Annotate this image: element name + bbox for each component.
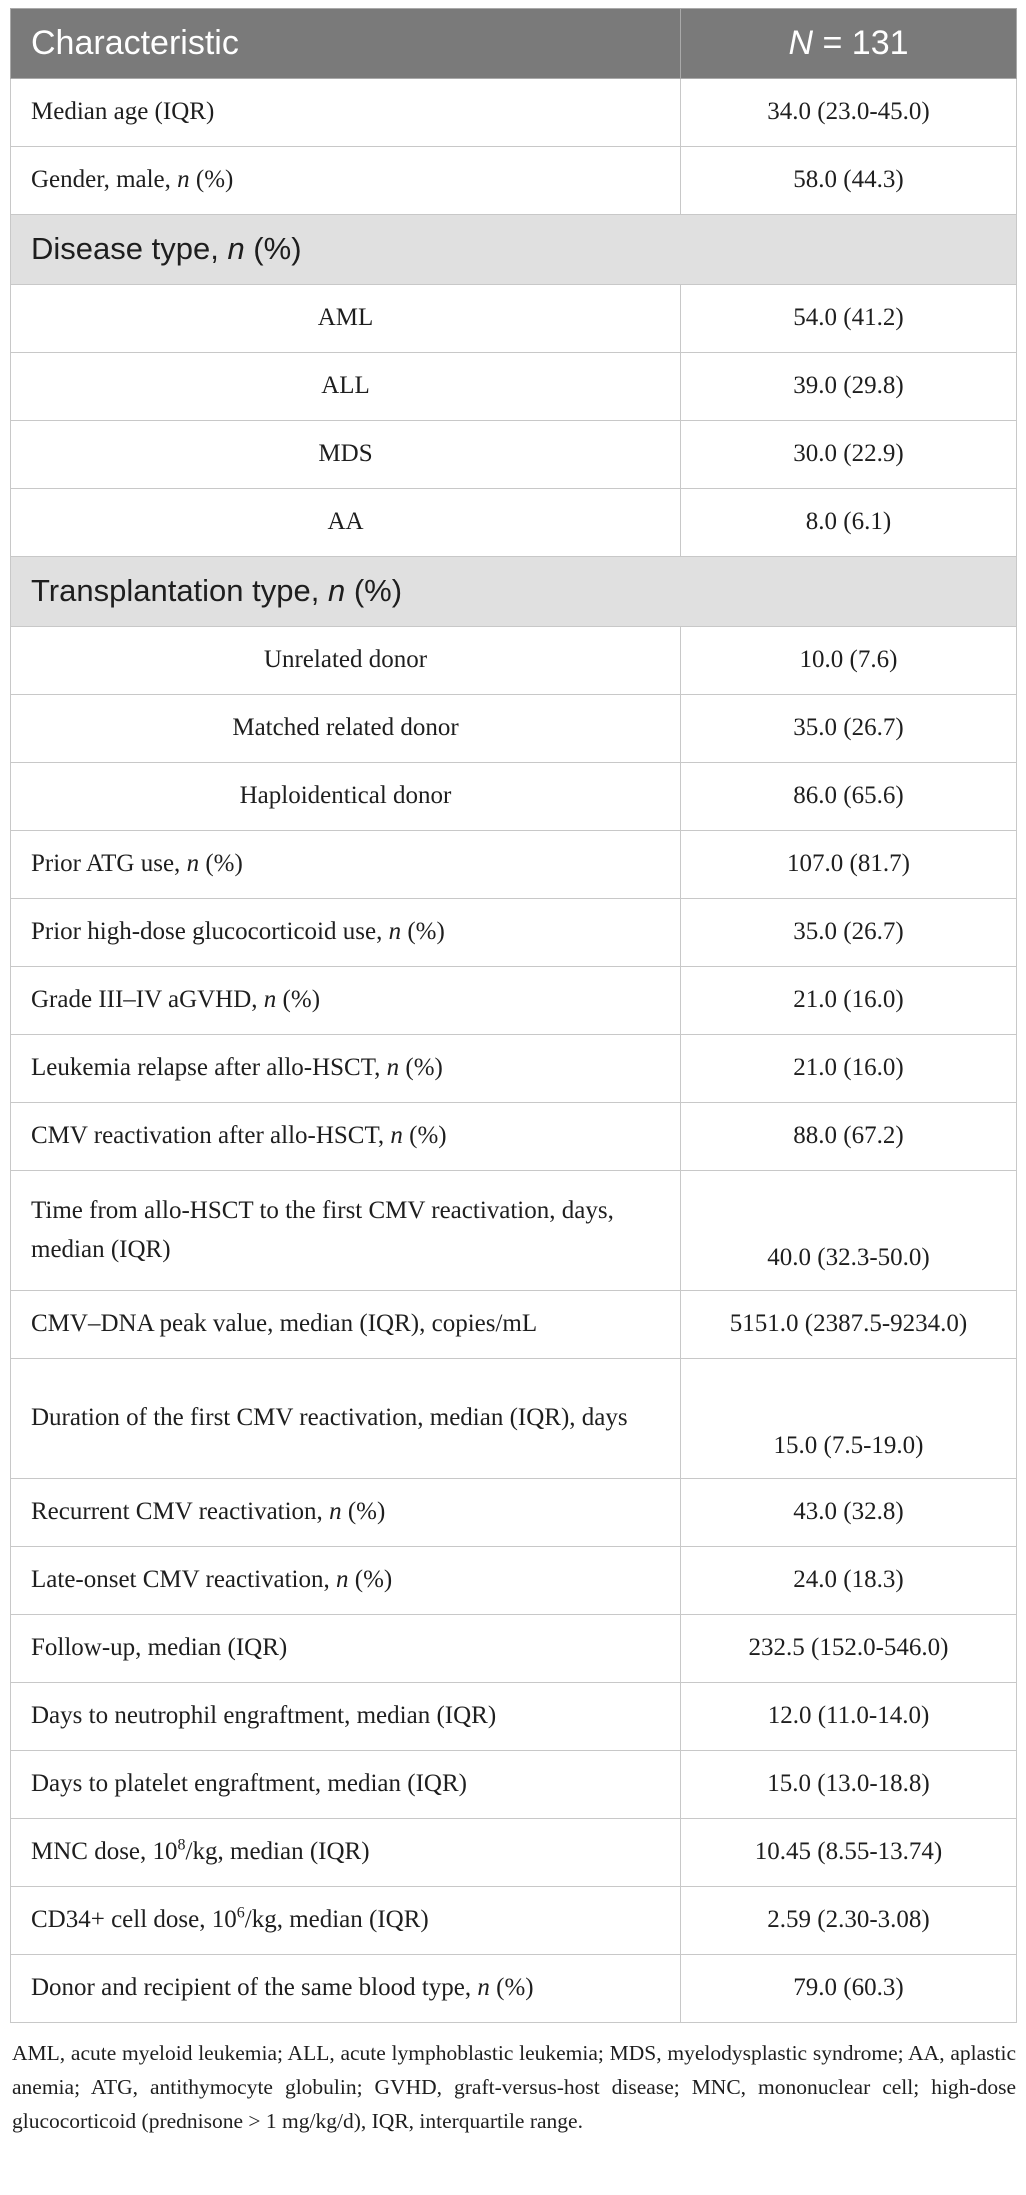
value-cell: 35.0 (26.7) [681, 899, 1017, 967]
label-italic: n [388, 918, 402, 946]
characteristic-cell [11, 695, 681, 763]
value-cell: 34.0 (23.0-45.0) [681, 79, 1017, 147]
label-suffix: (%) [399, 1054, 443, 1082]
table-header-row [11, 9, 1017, 79]
value-cell: 12.0 (11.0-14.0) [681, 1683, 1017, 1751]
label-text: MNC dose, 10 [31, 1838, 178, 1866]
label-suffix: (%) [276, 986, 321, 1014]
label-text: CMV reactivation after allo-HSCT, [31, 1122, 391, 1150]
characteristic-cell [11, 79, 681, 147]
value-cell: 232.5 (152.0-546.0) [681, 1615, 1017, 1683]
label-italic: n [390, 1122, 403, 1150]
value-cell: 21.0 (16.0) [681, 967, 1017, 1035]
table-row [11, 1547, 1017, 1615]
characteristic-cell [11, 1103, 681, 1171]
characteristic-cell [11, 627, 681, 695]
label-text: Duration of the first CMV reactivation, median (IQR), days [31, 1404, 628, 1432]
characteristic-cell [11, 1547, 681, 1615]
label-suffix: /kg, median (IQR) [244, 1906, 429, 1934]
characteristic-cell [11, 421, 681, 489]
value-cell: 21.0 (16.0) [681, 1035, 1017, 1103]
label-italic: n [477, 1974, 490, 2002]
table-row [11, 1751, 1017, 1819]
characteristic-cell [11, 899, 681, 967]
label-suffix: (%) [345, 573, 403, 609]
characteristics-table [10, 8, 1017, 2023]
characteristic-cell [11, 285, 681, 353]
value-cell: 5151.0 (2387.5-9234.0) [681, 1291, 1017, 1359]
label-italic: n [263, 986, 277, 1014]
characteristic-cell [11, 763, 681, 831]
label-text: Haploidentical donor [239, 782, 452, 810]
label-suffix: (%) [402, 1122, 447, 1150]
label-text: Prior ATG use, [31, 850, 187, 878]
label-text: Transplantation type, [31, 573, 328, 609]
table-row [11, 1103, 1017, 1171]
section-header-row [11, 557, 1017, 627]
characteristic-cell [11, 831, 681, 899]
label-superscript: 6 [236, 1904, 245, 1922]
table-row [11, 763, 1017, 831]
label-text: Days to platelet engraftment, median (IQR) [31, 1770, 467, 1798]
value-cell: 10.0 (7.6) [681, 627, 1017, 695]
table-row [11, 1955, 1017, 2023]
characteristic-cell [11, 1615, 681, 1683]
label-italic: n [177, 166, 190, 194]
label-suffix: (%) [341, 1498, 386, 1526]
table-row [11, 1615, 1017, 1683]
label-text: Leukemia relapse after allo-HSCT, [31, 1054, 387, 1082]
characteristic-cell [11, 1819, 681, 1887]
characteristic-cell [11, 967, 681, 1035]
label-italic: n [227, 231, 245, 267]
section-label [11, 557, 1017, 627]
value-cell: 54.0 (41.2) [681, 285, 1017, 353]
table-row [11, 1171, 1017, 1291]
label-text: MDS [318, 440, 373, 468]
value-cell: 35.0 (26.7) [681, 695, 1017, 763]
label-text: Late-onset CMV reactivation, [31, 1566, 337, 1594]
label-suffix: (%) [348, 1566, 393, 1594]
characteristic-cell [11, 1171, 681, 1291]
header-n-value: = 131 [813, 24, 909, 63]
label-text: Matched related donor [232, 714, 459, 742]
section-label [11, 215, 1017, 285]
value-cell: 30.0 (22.9) [681, 421, 1017, 489]
label-text: CMV–DNA peak value, median (IQR), copies/mL [31, 1310, 538, 1338]
table-row [11, 695, 1017, 763]
characteristic-cell [11, 1035, 681, 1103]
label-suffix: (%) [244, 231, 302, 267]
table-row [11, 1479, 1017, 1547]
section-header-row [11, 215, 1017, 285]
label-italic: n [186, 850, 200, 878]
characteristic-cell [11, 1479, 681, 1547]
label-superscript: 8 [177, 1836, 186, 1854]
table-row [11, 627, 1017, 695]
table-row [11, 899, 1017, 967]
header-n [681, 9, 1017, 79]
label-italic: n [336, 1566, 349, 1594]
label-text: Days to neutrophil engraftment, median (IQR) [31, 1702, 497, 1730]
value-cell: 15.0 (13.0-18.8) [681, 1751, 1017, 1819]
characteristic-cell [11, 1359, 681, 1479]
label-suffix: (%) [189, 166, 234, 194]
value-cell: 40.0 (32.3-50.0) [681, 1171, 1017, 1291]
label-suffix: (%) [199, 850, 243, 878]
value-cell: 2.59 (2.30-3.08) [681, 1887, 1017, 1955]
value-cell: 58.0 (44.3) [681, 147, 1017, 215]
label-text: Disease type, [31, 231, 228, 267]
label-suffix: (%) [401, 918, 445, 946]
label-italic: n [329, 1498, 342, 1526]
table-row [11, 285, 1017, 353]
label-suffix: (%) [489, 1974, 534, 2002]
label-text: Grade III–IV aGVHD, [31, 986, 264, 1014]
value-cell: 8.0 (6.1) [681, 489, 1017, 557]
table-row [11, 1359, 1017, 1479]
characteristic-cell [11, 353, 681, 421]
table-row [11, 1035, 1017, 1103]
table-row [11, 147, 1017, 215]
table-row [11, 1887, 1017, 1955]
characteristic-cell [11, 1955, 681, 2023]
label-suffix: /kg, median (IQR) [185, 1838, 370, 1866]
characteristic-cell [11, 1751, 681, 1819]
label-text: AA [327, 508, 364, 536]
label-text: Prior high-dose glucocorticoid use, [31, 918, 389, 946]
value-cell: 79.0 (60.3) [681, 1955, 1017, 2023]
characteristic-cell [11, 1887, 681, 1955]
label-text: Donor and recipient of the same blood type, [31, 1974, 478, 2002]
value-cell: 43.0 (32.8) [681, 1479, 1017, 1547]
characteristic-cell [11, 1683, 681, 1751]
value-cell: 86.0 (65.6) [681, 763, 1017, 831]
value-cell: 39.0 (29.8) [681, 353, 1017, 421]
label-text: Unrelated donor [263, 646, 428, 674]
table-row [11, 967, 1017, 1035]
table-row [11, 353, 1017, 421]
header-n-symbol: N [788, 24, 814, 63]
table-row [11, 1683, 1017, 1751]
characteristic-cell [11, 1291, 681, 1359]
label-text: ALL [321, 372, 370, 400]
table-row [11, 489, 1017, 557]
label-italic: n [327, 573, 346, 609]
label-text: Follow-up, median (IQR) [31, 1634, 288, 1662]
table-row [11, 1819, 1017, 1887]
table-row [11, 79, 1017, 147]
label-text: CD34+ cell dose, 10 [31, 1906, 237, 1934]
characteristic-cell [11, 147, 681, 215]
table-row [11, 1291, 1017, 1359]
value-cell: 24.0 (18.3) [681, 1547, 1017, 1615]
label-text: Time from allo-HSCT to the first CMV reactivation, days, median (IQR) [31, 1196, 614, 1263]
header-characteristic: Characteristic [11, 9, 681, 79]
table-body [11, 79, 1017, 2023]
label-text: Gender, male, [31, 166, 178, 194]
table-footnote: AML, acute myeloid leukemia; ALL, acute lymphoblastic leukemia; MDS, myelodysplastic syndrome; AA, aplastic anemia; ATG, antithymocyte globulin; GVHD, graft-versus-host disease; MNC, mononuclear cell; high-dose glucocorticoid (prednisone > 1 mg/kg/d), IQR, interquartile range. [12, 2041, 1016, 2133]
value-cell: 10.45 (8.55-13.74) [681, 1819, 1017, 1887]
value-cell: 88.0 (67.2) [681, 1103, 1017, 1171]
label-italic: n [386, 1054, 400, 1082]
table-row [11, 421, 1017, 489]
label-text: AML [317, 304, 374, 332]
label-text: Median age (IQR) [31, 98, 215, 126]
value-cell: 107.0 (81.7) [681, 831, 1017, 899]
table-row [11, 831, 1017, 899]
label-text: Recurrent CMV reactivation, [31, 1498, 330, 1526]
characteristics-table-container [10, 8, 1016, 2139]
characteristic-cell [11, 489, 681, 557]
value-cell: 15.0 (7.5-19.0) [681, 1359, 1017, 1479]
